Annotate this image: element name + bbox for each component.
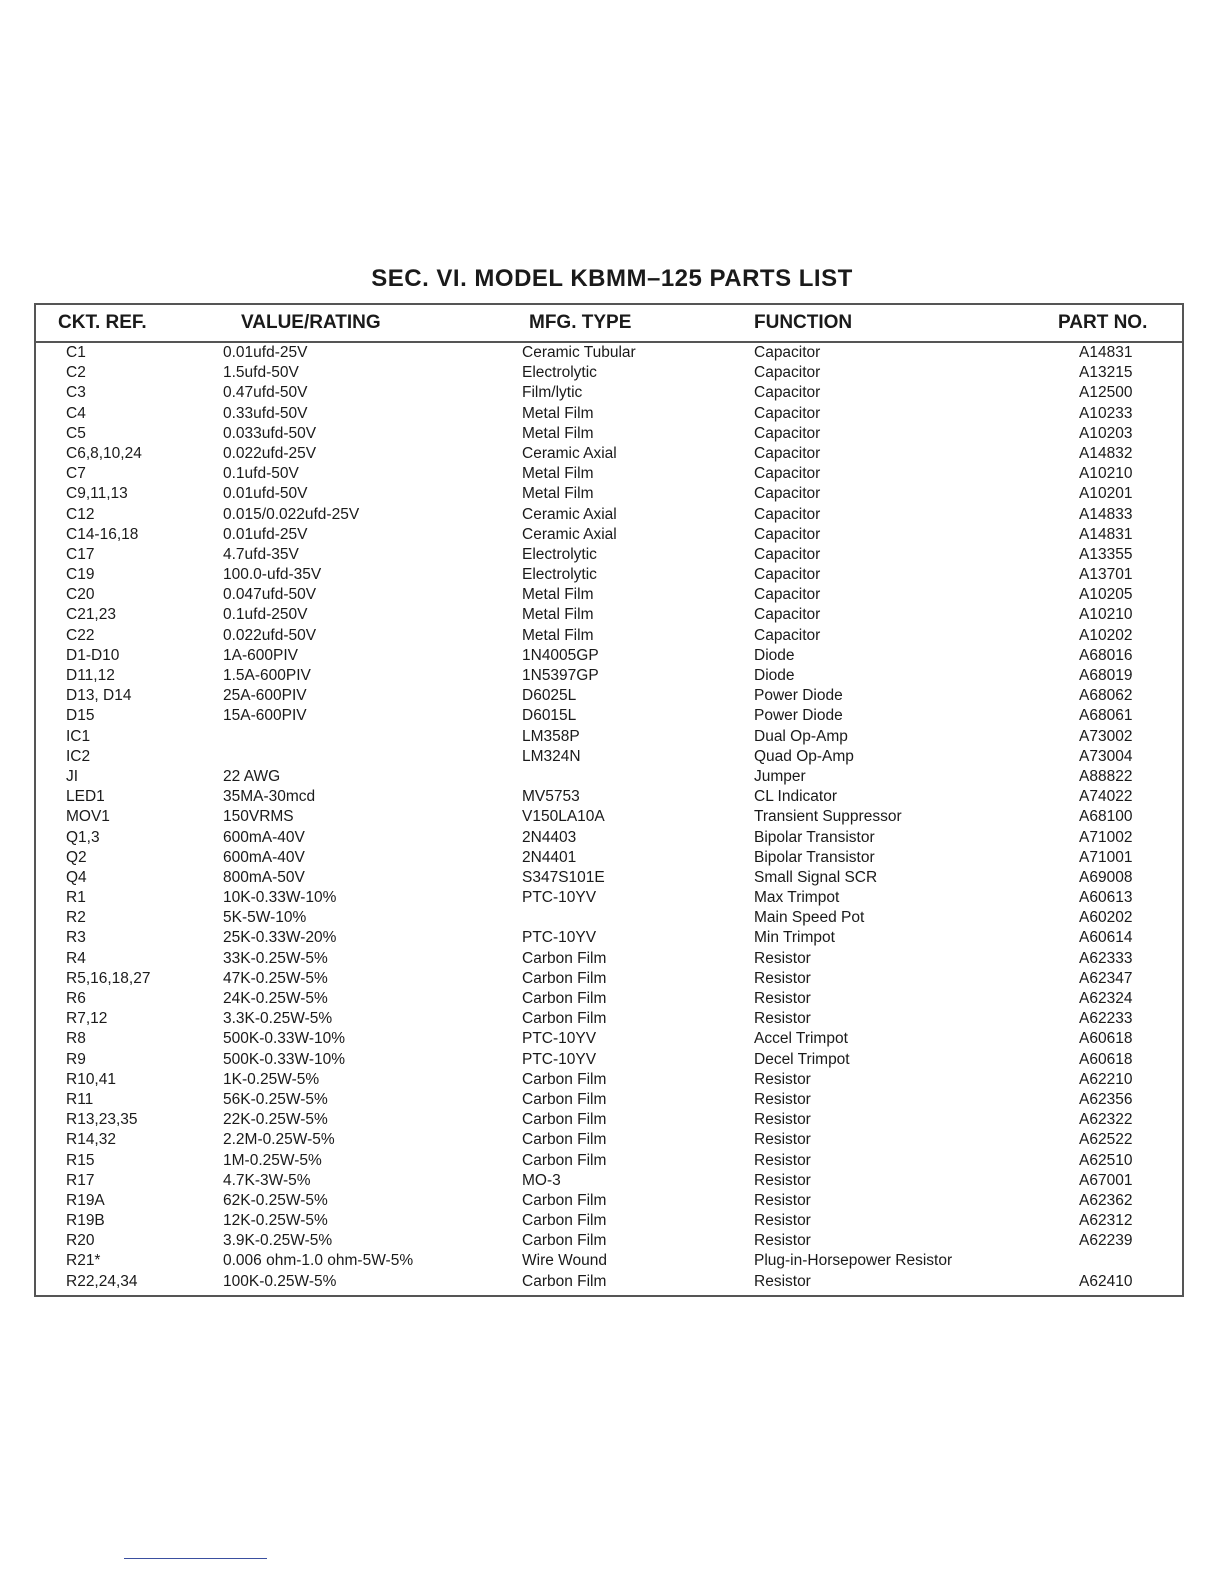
cell-function: Capacitor [754, 424, 821, 442]
cell-mfg-type: Metal Film [522, 485, 594, 503]
cell-value-rating: 1.5ufd-50V [223, 364, 299, 382]
cell-function: Resistor [754, 969, 811, 987]
cell-value-rating: 100.0-ufd-35V [223, 566, 322, 584]
cell-value-rating: 0.1ufd-250V [223, 606, 308, 624]
cell-part-no: A73002 [1079, 727, 1133, 745]
cell-part-no: A12500 [1079, 384, 1133, 402]
cell-part-no: A88822 [1079, 767, 1133, 785]
cell-ckt-ref: R22,24,34 [66, 1272, 138, 1290]
cell-value-rating: 0.01ufd-50V [223, 485, 308, 503]
cell-ckt-ref: C22 [66, 626, 95, 644]
cell-mfg-type: Electrolytic [522, 545, 597, 563]
cell-value-rating: 1K-0.25W-5% [223, 1070, 320, 1088]
cell-value-rating: 56K-0.25W-5% [223, 1090, 328, 1108]
cell-ckt-ref: R13,23,35 [66, 1111, 138, 1129]
cell-value-rating: 600mA-40V [223, 828, 305, 846]
table-row [36, 343, 1182, 363]
cell-part-no: A14832 [1079, 444, 1133, 462]
table-row [36, 787, 1182, 807]
cell-value-rating: 10K-0.33W-10% [223, 889, 337, 907]
cell-value-rating: 600mA-40V [223, 848, 305, 866]
cell-function: Plug-in-Horsepower Resistor [754, 1252, 953, 1270]
parts-table [34, 303, 1184, 1297]
cell-part-no: A68061 [1079, 707, 1133, 725]
cell-mfg-type: Carbon Film [522, 1111, 607, 1129]
cell-part-no: A14831 [1079, 344, 1133, 361]
table-row [36, 1090, 1182, 1110]
cell-mfg-type: Carbon Film [522, 969, 607, 987]
cell-part-no: A62324 [1079, 990, 1133, 1007]
cell-function: Capacitor [754, 485, 821, 503]
cell-value-rating: 0.01ufd-25V [223, 525, 308, 543]
cell-value-rating: 1.5A-600PIV [223, 667, 311, 684]
table-row [36, 767, 1182, 787]
cell-value-rating: 100K-0.25W-5% [223, 1272, 337, 1290]
table-row [36, 888, 1182, 908]
cell-ckt-ref: R21* [66, 1252, 101, 1270]
cell-ckt-ref: R15 [66, 1151, 95, 1169]
cell-part-no: A60202 [1079, 909, 1133, 927]
cell-mfg-type: Metal Film [522, 424, 594, 442]
cell-mfg-type: PTC-10YV [522, 929, 597, 947]
table-row [36, 605, 1182, 625]
table-row [36, 383, 1182, 403]
cell-function: Dual Op-Amp [754, 727, 848, 745]
cell-mfg-type: Carbon Film [522, 1212, 607, 1230]
table-row [36, 969, 1182, 989]
cell-part-no: A62347 [1079, 969, 1133, 987]
cell-ckt-ref: D11,12 [66, 667, 115, 684]
cell-mfg-type: 1N4005GP [522, 646, 599, 664]
cell-value-rating: 5K-5W-10% [223, 909, 307, 927]
cell-value-rating: 500K-0.33W-10% [223, 1030, 346, 1048]
cell-value-rating: 0.015/0.022ufd-25V [223, 505, 360, 523]
table-row [36, 1231, 1182, 1251]
cell-part-no: A62239 [1079, 1232, 1133, 1250]
cell-part-no: A62312 [1079, 1212, 1133, 1230]
cell-function: Resistor [754, 1010, 811, 1028]
table-row [36, 1171, 1182, 1191]
table-row [36, 1110, 1182, 1130]
cell-part-no: A10203 [1079, 424, 1133, 442]
cell-mfg-type: Ceramic Tubular [522, 344, 636, 361]
table-row [36, 666, 1182, 686]
cell-function: Min Trimpot [754, 929, 835, 947]
cell-ckt-ref: R11 [66, 1090, 94, 1108]
cell-value-rating: 1M-0.25W-5% [223, 1151, 322, 1169]
cell-ckt-ref: R10,41 [66, 1070, 116, 1088]
cell-mfg-type: Electrolytic [522, 566, 597, 584]
cell-mfg-type: Metal Film [522, 606, 594, 624]
cell-part-no: A62522 [1079, 1131, 1133, 1149]
table-row [36, 626, 1182, 646]
table-row [36, 525, 1182, 545]
cell-function: Resistor [754, 1212, 811, 1230]
cell-part-no: A10210 [1079, 606, 1133, 624]
header-function: FUNCTION [754, 312, 853, 333]
cell-value-rating: 4.7ufd-35V [223, 545, 299, 563]
cell-mfg-type: V150LA10A [522, 808, 605, 826]
cell-ckt-ref: C4 [66, 404, 86, 422]
cell-ckt-ref: C9,11,13 [66, 485, 128, 503]
cell-ckt-ref: C19 [66, 566, 95, 584]
cell-part-no: A62322 [1079, 1111, 1133, 1129]
table-row [36, 1151, 1182, 1171]
cell-part-no: A13701 [1079, 566, 1133, 584]
cell-ckt-ref: R17 [66, 1171, 95, 1189]
cell-value-rating: 47K-0.25W-5% [223, 969, 328, 987]
cell-function: Capacitor [754, 566, 821, 584]
cell-mfg-type: PTC-10YV [522, 889, 597, 907]
cell-mfg-type: Carbon Film [522, 1131, 607, 1149]
cell-part-no: A68100 [1079, 808, 1133, 826]
cell-mfg-type: LM358P [522, 727, 580, 745]
cell-ckt-ref: R4 [66, 949, 86, 967]
cell-value-rating: 33K-0.25W-5% [223, 949, 328, 967]
cell-mfg-type: Carbon Film [522, 1151, 607, 1169]
cell-mfg-type: Carbon Film [522, 1090, 607, 1108]
cell-value-rating: 22K-0.25W-5% [223, 1111, 328, 1129]
table-row [36, 1130, 1182, 1150]
table-row [36, 464, 1182, 484]
cell-ckt-ref: R14,32 [66, 1131, 116, 1149]
cell-value-rating: 22 AWG [223, 767, 281, 785]
cell-ckt-ref: R9 [66, 1050, 86, 1068]
cell-part-no: A60613 [1079, 889, 1133, 907]
page-title: SEC. VI. MODEL KBMM–125 PARTS LIST [371, 265, 853, 292]
cell-part-no: A62362 [1079, 1191, 1133, 1209]
cell-function: Power Diode [754, 687, 843, 705]
table-row [36, 928, 1182, 948]
cell-value-rating: 62K-0.25W-5% [223, 1191, 328, 1209]
cell-function: Jumper [754, 767, 806, 785]
table-row [36, 908, 1182, 928]
cell-function: Bipolar Transistor [754, 848, 875, 866]
cell-value-rating: 0.022ufd-50V [223, 626, 317, 644]
cell-value-rating: 3.9K-0.25W-5% [223, 1232, 333, 1250]
cell-mfg-type: Carbon Film [522, 1010, 607, 1028]
table-row [36, 1191, 1182, 1211]
cell-mfg-type: Carbon Film [522, 949, 607, 967]
header-value-rating: VALUE/RATING [241, 312, 381, 333]
cell-part-no: A71001 [1079, 848, 1133, 866]
cell-part-no: A10202 [1079, 626, 1133, 644]
cell-part-no: A62356 [1079, 1090, 1133, 1108]
cell-part-no: A10205 [1079, 586, 1133, 604]
cell-part-no: A73004 [1079, 747, 1133, 765]
cell-part-no: A67001 [1079, 1171, 1133, 1189]
cell-function: Capacitor [754, 586, 821, 604]
cell-function: CL Indicator [754, 788, 837, 806]
cell-value-rating: 12K-0.25W-5% [223, 1212, 328, 1230]
cell-part-no: A14831 [1079, 525, 1133, 543]
cell-ckt-ref: C3 [66, 384, 86, 402]
cell-value-rating: 800mA-50V [223, 868, 305, 886]
cell-ckt-ref: LED1 [66, 788, 105, 806]
cell-value-rating: 500K-0.33W-10% [223, 1050, 346, 1068]
cell-ckt-ref: D15 [66, 707, 95, 725]
cell-part-no: A14833 [1079, 505, 1133, 523]
cell-value-rating: 0.47ufd-50V [223, 384, 308, 402]
table-row [36, 807, 1182, 827]
cell-function: Transient Suppressor [754, 808, 902, 826]
header-ckt-ref: CKT. REF. [58, 312, 147, 333]
cell-function: Quad Op-Amp [754, 747, 854, 765]
cell-ckt-ref: D13, D14 [66, 687, 132, 705]
cell-value-rating: 4.7K-3W-5% [223, 1171, 311, 1189]
cell-value-rating: 2.2M-0.25W-5% [223, 1131, 335, 1149]
cell-function: Resistor [754, 949, 811, 967]
cell-mfg-type: 2N4403 [522, 828, 577, 846]
cell-function: Power Diode [754, 707, 843, 725]
cell-ckt-ref: C7 [66, 465, 86, 483]
cell-function: Small Signal SCR [754, 868, 878, 886]
header-mfg-type: MFG. TYPE [529, 312, 632, 333]
cell-part-no: A60618 [1079, 1050, 1133, 1068]
table-row [36, 363, 1182, 383]
cell-ckt-ref: C21,23 [66, 606, 116, 624]
cell-function: Diode [754, 646, 795, 664]
cell-part-no: A60614 [1079, 929, 1133, 947]
cell-function: Resistor [754, 1131, 811, 1149]
table-row [36, 444, 1182, 464]
table-header [36, 305, 1182, 343]
table-row [36, 828, 1182, 848]
cell-mfg-type: Carbon Film [522, 990, 607, 1007]
cell-ckt-ref: R7,12 [66, 1010, 108, 1028]
cell-mfg-type: Carbon Film [522, 1272, 607, 1290]
cell-mfg-type: D6025L [522, 687, 577, 705]
cell-function: Accel Trimpot [754, 1030, 848, 1048]
cell-function: Resistor [754, 1070, 811, 1088]
cell-mfg-type: Electrolytic [522, 364, 597, 382]
cell-part-no: A62333 [1079, 949, 1133, 967]
table-body [36, 343, 1182, 1292]
cell-ckt-ref: R2 [66, 909, 86, 927]
cell-ckt-ref: Q2 [66, 848, 87, 866]
cell-mfg-type: Carbon Film [522, 1191, 607, 1209]
cell-mfg-type: Carbon Film [522, 1232, 607, 1250]
table-row [36, 1050, 1182, 1070]
cell-value-rating: 25A-600PIV [223, 687, 307, 705]
cell-ckt-ref: C1 [66, 344, 86, 361]
table-row [36, 505, 1182, 525]
cell-function: Capacitor [754, 505, 821, 523]
cell-value-rating: 15A-600PIV [223, 707, 307, 725]
cell-mfg-type: Wire Wound [522, 1252, 607, 1270]
cell-ckt-ref: R6 [66, 990, 86, 1007]
table-row [36, 424, 1182, 444]
cell-mfg-type: LM324N [522, 747, 581, 765]
cell-mfg-type: MV5753 [522, 788, 580, 806]
cell-mfg-type: 1N5397GP [522, 667, 599, 684]
cell-part-no: A10210 [1079, 465, 1133, 483]
cell-mfg-type: D6015L [522, 707, 577, 725]
cell-ckt-ref: R5,16,18,27 [66, 969, 151, 987]
cell-part-no: A71002 [1079, 828, 1133, 846]
cell-function: Capacitor [754, 384, 821, 402]
header-part-no: PART NO. [1058, 312, 1148, 333]
cell-function: Main Speed Pot [754, 909, 865, 927]
table-row [36, 1029, 1182, 1049]
cell-mfg-type: Metal Film [522, 586, 594, 604]
cell-ckt-ref: Q4 [66, 868, 87, 886]
cell-part-no: A10233 [1079, 404, 1133, 422]
cell-ckt-ref: C6,8,10,24 [66, 444, 142, 462]
table-row [36, 727, 1182, 747]
cell-function: Resistor [754, 1232, 811, 1250]
cell-value-rating: 150VRMS [223, 808, 294, 826]
cell-part-no: A13215 [1079, 364, 1133, 382]
cell-ckt-ref: C17 [66, 545, 95, 563]
cell-ckt-ref: R8 [66, 1030, 86, 1048]
cell-function: Diode [754, 667, 795, 684]
cell-function: Capacitor [754, 626, 821, 644]
cell-ckt-ref: C20 [66, 586, 95, 604]
cell-part-no: A68062 [1079, 687, 1133, 705]
cell-mfg-type: Ceramic Axial [522, 525, 617, 543]
cell-value-rating: 0.006 ohm-1.0 ohm-5W-5% [223, 1252, 414, 1270]
table-row [36, 585, 1182, 605]
cell-part-no: A10201 [1079, 485, 1133, 503]
cell-value-rating: 0.01ufd-25V [223, 344, 308, 361]
cell-function: Resistor [754, 1111, 811, 1129]
cell-function: Max Trimpot [754, 889, 840, 907]
cell-ckt-ref: R20 [66, 1232, 95, 1250]
cell-ckt-ref: D1-D10 [66, 646, 120, 664]
table-row [36, 747, 1182, 767]
table-row [36, 1251, 1182, 1271]
cell-mfg-type: PTC-10YV [522, 1030, 597, 1048]
cell-value-rating: 35MA-30mcd [223, 788, 316, 806]
table-row [36, 646, 1182, 666]
cell-ckt-ref: C2 [66, 364, 86, 382]
cell-ckt-ref: R19B [66, 1212, 105, 1230]
table-row [36, 868, 1182, 888]
cell-part-no: A13355 [1079, 545, 1133, 563]
table-row [36, 565, 1182, 585]
cell-mfg-type: PTC-10YV [522, 1050, 597, 1068]
cell-mfg-type: Metal Film [522, 404, 594, 422]
cell-ckt-ref: C14-16,18 [66, 525, 139, 543]
cell-ckt-ref: IC1 [66, 727, 91, 745]
cell-ckt-ref: C5 [66, 424, 86, 442]
cell-part-no: A68019 [1079, 667, 1133, 684]
cell-ckt-ref: C12 [66, 505, 95, 523]
cell-function: Capacitor [754, 525, 821, 543]
cell-mfg-type: Carbon Film [522, 1070, 607, 1088]
cell-ckt-ref: JI [66, 767, 79, 785]
cell-mfg-type: Film/lytic [522, 384, 583, 402]
cell-mfg-type: Metal Film [522, 465, 594, 483]
table-row [36, 686, 1182, 706]
cell-mfg-type: MO-3 [522, 1171, 561, 1189]
cell-function: Resistor [754, 1171, 811, 1189]
cell-part-no: A62210 [1079, 1070, 1133, 1088]
cell-ckt-ref: R3 [66, 929, 86, 947]
cell-function: Resistor [754, 1090, 811, 1108]
cell-ckt-ref: MOV1 [66, 808, 110, 826]
cell-function: Capacitor [754, 404, 821, 422]
table-row [36, 706, 1182, 726]
cell-function: Bipolar Transistor [754, 828, 875, 846]
cell-function: Capacitor [754, 465, 821, 483]
cell-part-no: A69008 [1079, 868, 1133, 886]
cell-function: Capacitor [754, 344, 821, 361]
cell-function: Decel Trimpot [754, 1050, 850, 1068]
cell-ckt-ref: Q1,3 [66, 828, 100, 846]
footnote-divider [124, 1558, 267, 1559]
cell-part-no: A62410 [1079, 1272, 1133, 1290]
cell-function: Capacitor [754, 545, 821, 563]
cell-part-no: A68016 [1079, 646, 1133, 664]
table-row [36, 1070, 1182, 1090]
cell-ckt-ref: R19A [66, 1191, 105, 1209]
cell-value-rating: 0.033ufd-50V [223, 424, 317, 442]
table-row [36, 1211, 1182, 1231]
cell-function: Capacitor [754, 606, 821, 624]
cell-value-rating: 3.3K-0.25W-5% [223, 1010, 333, 1028]
cell-ckt-ref: R1 [66, 889, 86, 907]
cell-part-no: A74022 [1079, 788, 1133, 806]
cell-function: Resistor [754, 1191, 811, 1209]
table-row [36, 404, 1182, 424]
cell-value-rating: 0.1ufd-50V [223, 465, 299, 483]
cell-value-rating: 0.33ufd-50V [223, 404, 308, 422]
cell-mfg-type: Ceramic Axial [522, 505, 617, 523]
cell-value-rating: 0.047ufd-50V [223, 586, 317, 604]
cell-function: Resistor [754, 1272, 811, 1290]
cell-mfg-type: S347S101E [522, 868, 605, 886]
table-row [36, 949, 1182, 969]
cell-function: Capacitor [754, 364, 821, 382]
cell-part-no: A62233 [1079, 1010, 1133, 1028]
table-row [36, 484, 1182, 504]
cell-function: Capacitor [754, 444, 821, 462]
cell-mfg-type: Metal Film [522, 626, 594, 644]
table-row [36, 989, 1182, 1009]
cell-part-no: A60618 [1079, 1030, 1133, 1048]
cell-value-rating: 1A-600PIV [223, 646, 298, 664]
cell-value-rating: 0.022ufd-25V [223, 444, 317, 462]
cell-part-no: A62510 [1079, 1151, 1133, 1169]
table-row [36, 1009, 1182, 1029]
cell-value-rating: 24K-0.25W-5% [223, 990, 328, 1007]
table-row [36, 1272, 1182, 1292]
cell-ckt-ref: IC2 [66, 747, 91, 765]
table-row [36, 545, 1182, 565]
cell-function: Resistor [754, 990, 811, 1007]
cell-function: Resistor [754, 1151, 811, 1169]
cell-value-rating: 25K-0.33W-20% [223, 929, 337, 947]
cell-mfg-type: Ceramic Axial [522, 444, 617, 462]
table-row [36, 848, 1182, 868]
cell-mfg-type: 2N4401 [522, 848, 577, 866]
